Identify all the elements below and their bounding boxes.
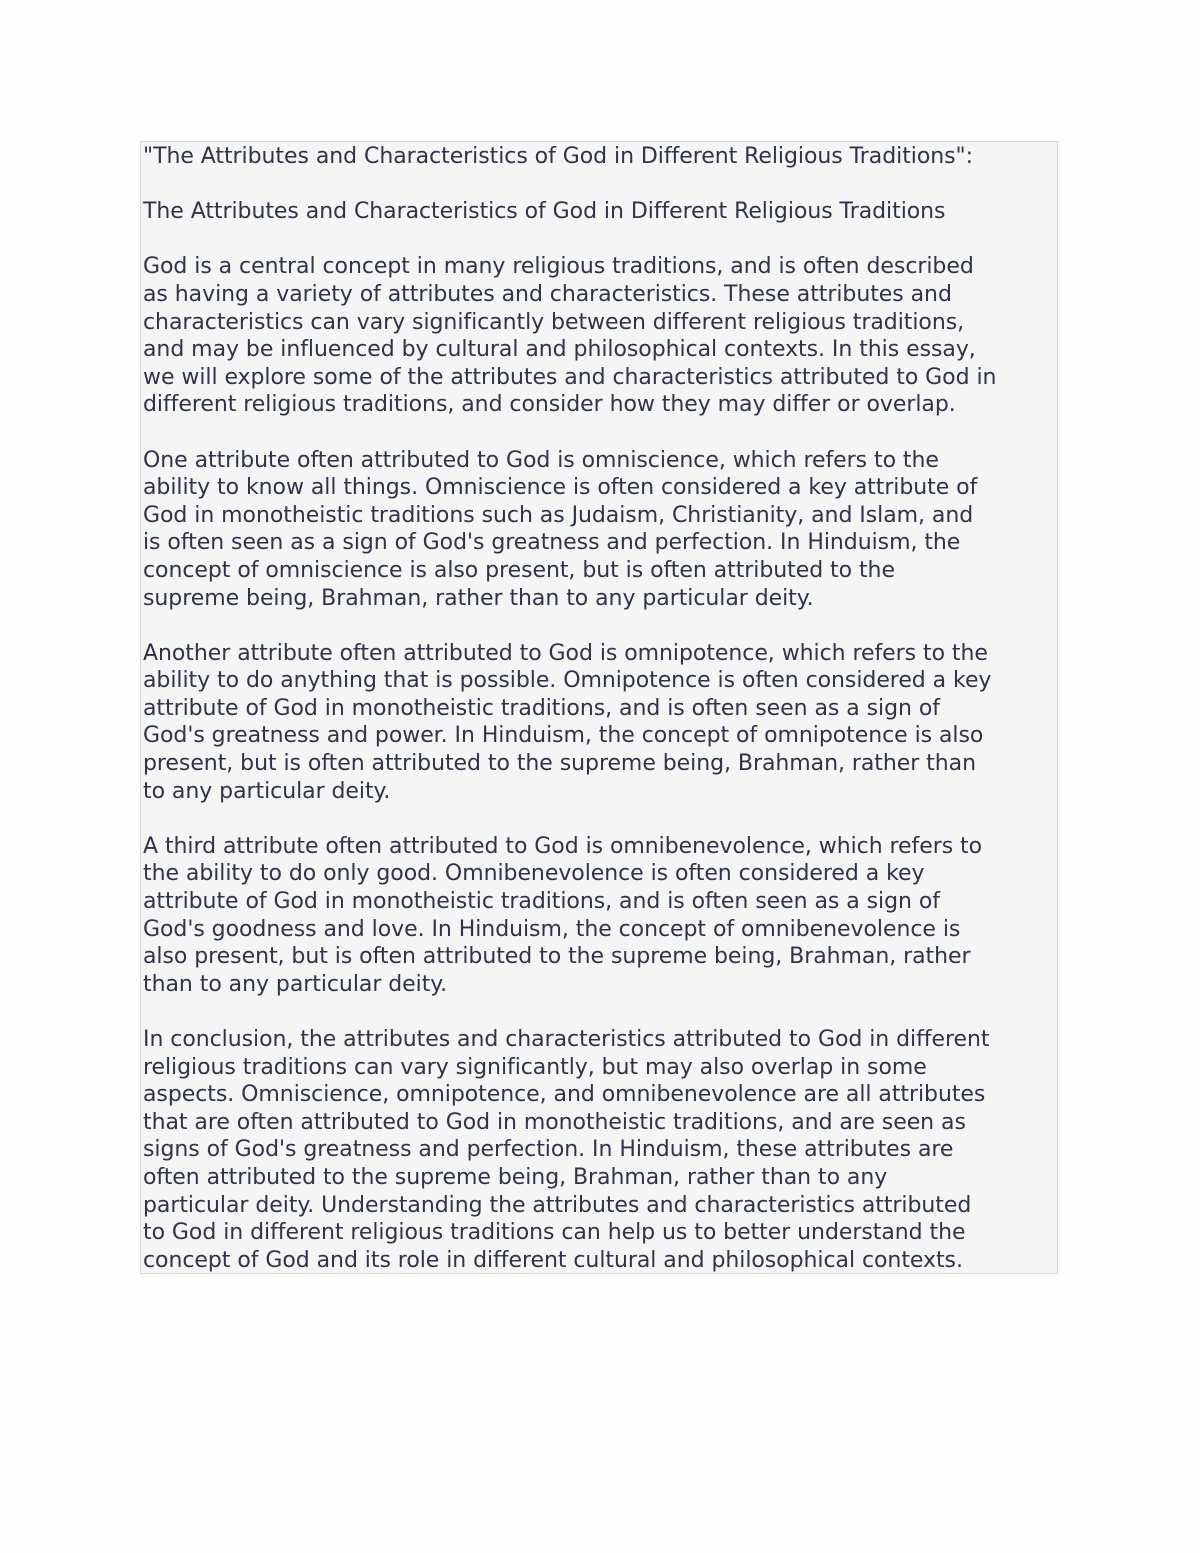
paragraph-line: God in monotheistic traditions such as Judaism, Christianity, and Islam, and: [143, 502, 974, 528]
paragraph-omnipotence: [143, 640, 1057, 806]
quoted-title: "The Attributes and Characteristics of God in Different Religious Traditions":: [143, 144, 973, 169]
paragraph-introduction: [143, 253, 1057, 419]
essay-title: The Attributes and Characteristics of God in Different Religious Traditions: [143, 199, 946, 225]
paragraph-omniscience: [143, 447, 1057, 613]
paragraph-line: God's greatness and power. In Hinduism, the concept of omnipotence is also: [143, 723, 984, 749]
paragraph-line: attribute of God in monotheistic traditions, and is often seen as a sign of: [143, 695, 940, 721]
paragraph-line: that are often attributed to God in monotheistic traditions, and are seen as: [143, 1109, 966, 1135]
paragraph-line: present, but is often attributed to the supreme being, Brahman, rather than: [143, 751, 976, 777]
paragraph-line: often attributed to the supreme being, Brahman, rather than to any: [143, 1164, 888, 1190]
paragraph-line: to any particular deity.: [143, 778, 391, 804]
paragraph-line: God is a central concept in many religious traditions, and is often described: [143, 254, 974, 280]
paragraph-line: A third attribute often attributed to God is omnibenevolence, which refers to: [143, 833, 983, 859]
paragraph-omnibenevolence: [143, 833, 1057, 999]
paragraph-line: religious traditions can vary significantly, but may also overlap in some: [143, 1054, 927, 1080]
paragraph-line: supreme being, Brahman, rather than to any particular deity.: [143, 585, 814, 611]
paragraph-line: ability to do anything that is possible. Omnipotence is often considered a key: [143, 668, 992, 694]
paragraph-line: Another attribute often attributed to God is omnipotence, which refers to the: [143, 640, 988, 666]
paragraph-line: concept of God and its role in different cultural and philosophical contexts.: [143, 1247, 963, 1273]
paragraph-line: is often seen as a sign of God's greatness and perfection. In Hinduism, the: [143, 530, 961, 556]
paragraph-line: aspects. Omniscience, omnipotence, and omnibenevolence are all attributes: [143, 1082, 986, 1108]
essay-text-block: [140, 141, 1058, 1274]
paragraph-line: we will explore some of the attributes and characteristics attributed to God in: [143, 364, 997, 390]
paragraph-line: ability to know all things. Omniscience is often considered a key attribute of: [143, 475, 978, 501]
paragraph-line: also present, but is often attributed to the supreme being, Brahman, rather: [143, 944, 971, 970]
paragraph-line: and may be influenced by cultural and philosophical contexts. In this essay,: [143, 337, 976, 363]
paragraph-line: attribute of God in monotheistic traditions, and is often seen as a sign of: [143, 889, 940, 915]
paragraph-line: to God in different religious traditions can help us to better understand the: [143, 1220, 966, 1246]
paragraph-conclusion: [143, 1026, 1057, 1274]
paragraph-line: characteristics can vary significantly between different religious traditions,: [143, 309, 965, 335]
paragraph-line: the ability to do only good. Omnibenevolence is often considered a key: [143, 861, 925, 887]
paragraph-line: concept of omniscience is also present, but is often attributed to the: [143, 557, 895, 583]
title-paragraph: [143, 198, 1057, 226]
quoted-title-paragraph: [143, 142, 1057, 171]
paragraph-line: as having a variety of attributes and characteristics. These attributes and: [143, 281, 952, 307]
paragraph-line: signs of God's greatness and perfection. In Hinduism, these attributes are: [143, 1137, 954, 1163]
paragraph-line: than to any particular deity.: [143, 971, 448, 997]
paragraph-line: In conclusion, the attributes and characteristics attributed to God in different: [143, 1027, 990, 1052]
paragraph-line: God's goodness and love. In Hinduism, the concept of omnibenevolence is: [143, 916, 961, 942]
paragraph-line: particular deity. Understanding the attributes and characteristics attributed: [143, 1192, 972, 1218]
paragraph-line: different religious traditions, and consider how they may differ or overlap.: [143, 392, 956, 418]
paragraph-line: One attribute often attributed to God is omniscience, which refers to the: [143, 447, 939, 473]
